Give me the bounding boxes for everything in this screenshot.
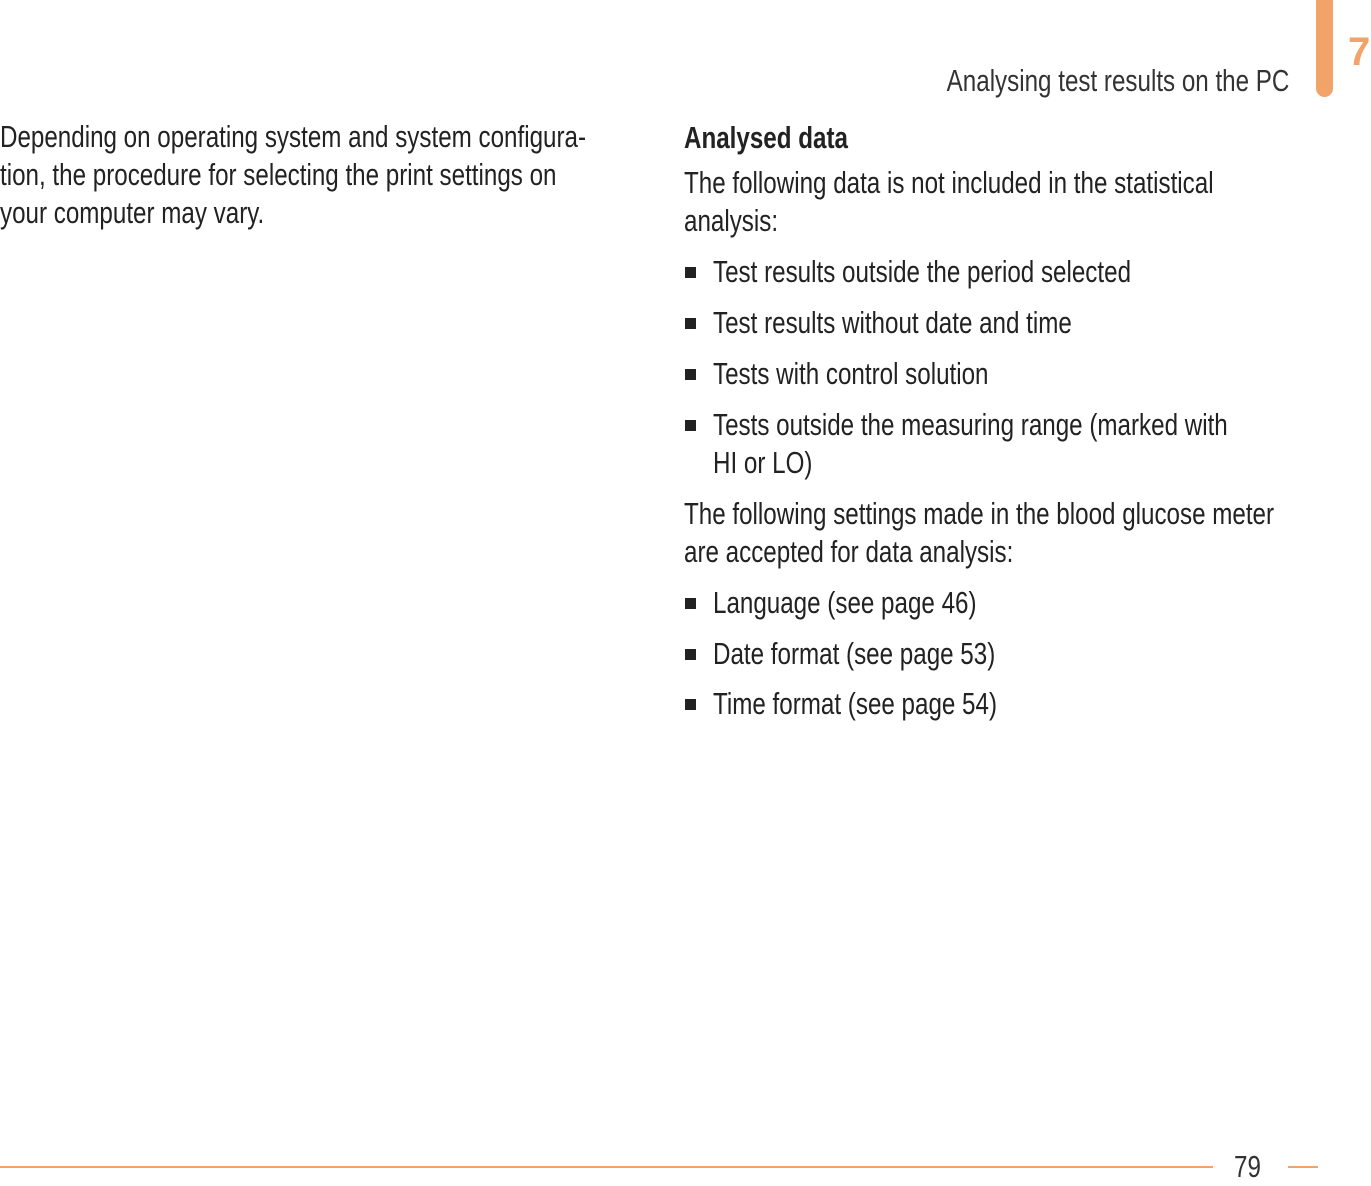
square-bullet-icon <box>685 369 696 380</box>
square-bullet-icon <box>685 699 696 710</box>
running-header <box>850 62 1289 100</box>
square-bullet-icon <box>685 598 696 609</box>
square-bullet-icon <box>685 649 696 660</box>
excluded-intro-paragraph <box>684 164 1344 240</box>
paragraph-line: analysis: <box>684 203 779 238</box>
excluded-data-list <box>684 253 1344 482</box>
left-column-paragraph <box>0 118 640 232</box>
list-item: Time format (see page 54) <box>684 685 1344 723</box>
page-number: 79 <box>1234 1149 1261 1184</box>
footer-rule <box>0 1166 1213 1168</box>
paragraph-line: The following settings made in the blood glucose meter <box>684 496 1275 531</box>
chapter-tab-marker <box>1316 0 1333 97</box>
square-bullet-icon <box>685 420 696 431</box>
list-item: Date format (see page 53) <box>684 635 1344 673</box>
list-item: Language (see page 46) <box>684 584 1344 622</box>
square-bullet-icon <box>685 267 696 278</box>
paragraph-line: tion, the procedure for selecting the print settings on <box>0 157 557 192</box>
square-bullet-icon <box>685 318 696 329</box>
running-header-text: Analysing test results on the PC <box>946 63 1289 98</box>
list-item: Test results outside the period selected <box>684 253 1344 291</box>
paragraph-line: your computer may vary. <box>0 195 265 230</box>
section-heading: Analysed data <box>684 120 848 155</box>
right-column <box>684 118 1344 723</box>
paragraph-line: are accepted for data analysis: <box>684 534 1014 569</box>
chapter-number: 7 <box>1348 30 1371 74</box>
footer-rule-short <box>1288 1166 1318 1168</box>
list-item: Test results without date and time <box>684 304 1344 342</box>
list-item: Tests outside the measuring range (marked with HI or LO) <box>684 406 1344 482</box>
accepted-settings-list <box>684 584 1344 723</box>
paragraph-line: Depending on operating system and system configura- <box>0 119 587 154</box>
paragraph-line: The following data is not included in the statistical <box>684 165 1214 200</box>
list-item: Tests with control solution <box>684 355 1344 393</box>
accepted-settings-intro-paragraph <box>684 495 1344 571</box>
